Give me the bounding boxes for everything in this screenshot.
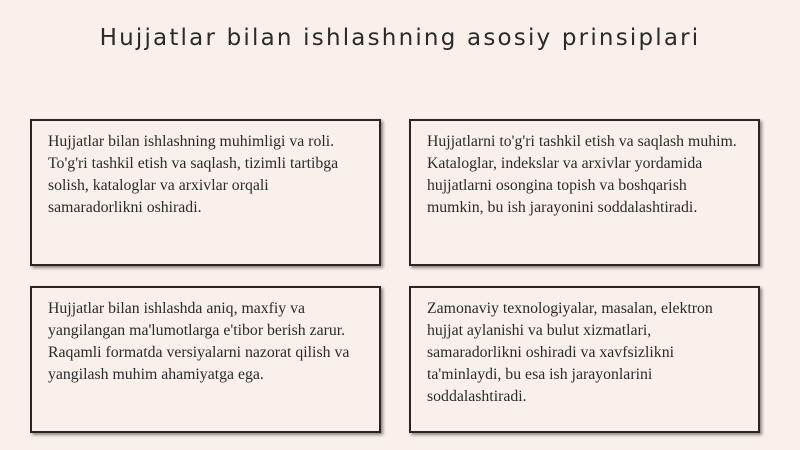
text-card-3 <box>30 286 381 433</box>
slide-title: Hujjatlar bilan ishlashning asosiy prinsiplari <box>99 25 701 51</box>
card-text: Hujjatlarni to'g'ri tashkil etish va saqlash muhim. Kataloglar, indekslar va arxivlar yordamida hujjatlarni osongina topish va boshqarish mumkin, bu ish jarayonini soddalashtiradi. <box>427 133 737 216</box>
card-text: Hujjatlar bilan ishlashda aniq, maxfiy va yangilangan ma'lumotlarga e'tibor berish zarur. Raqamli formatda versiyalarni nazorat qilish va yangilash muhim ahamiyatga ega. <box>48 300 350 383</box>
text-card-4 <box>409 286 760 433</box>
text-card-1 <box>30 119 381 266</box>
text-card-2 <box>409 119 760 266</box>
card-text: Hujjatlar bilan ishlashning muhimligi va roli. To'g'ri tashkil etish va saqlash, tizimli tartibga solish, kataloglar va arxivlar orqali samaradorlikni oshiradi. <box>48 133 339 216</box>
card-text: Zamonaviy texnologiyalar, masalan, elektron hujjat aylanishi va bulut xizmatlari, samaradorlikni oshiradi va xavfsizlikni ta'minlaydi, bu esa ish jarayonlarini soddalashtiradi. <box>427 300 713 405</box>
